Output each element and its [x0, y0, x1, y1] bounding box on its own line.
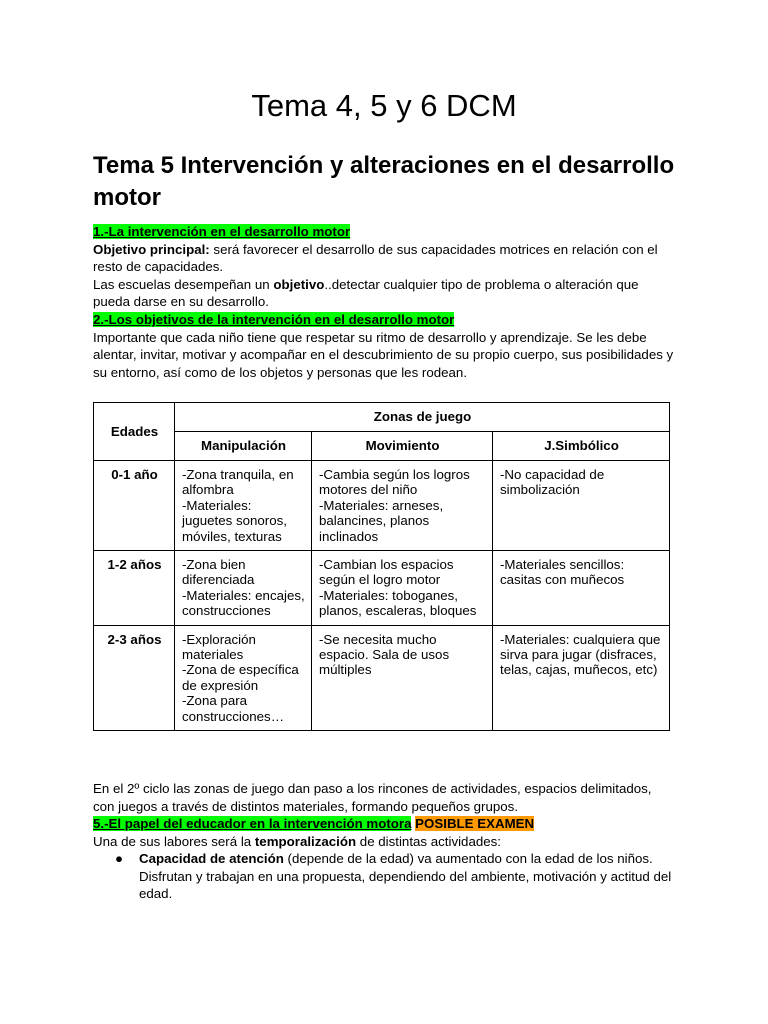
closing-block [93, 780, 675, 850]
labores-pre: Una de sus labores será la [93, 833, 255, 849]
age-cell: 1-2 años [94, 551, 175, 626]
cell-line: -Se necesita mucho espacio. Sala de usos múltiples [319, 631, 450, 678]
document-title: Tema 4, 5 y 6 DCM [251, 88, 517, 123]
cell-line: -Exploración materiales [182, 631, 256, 663]
header-zonas: Zonas de juego [175, 403, 670, 432]
age-cell: 2-3 años [94, 625, 175, 730]
cell-line: -No capacidad de simbolización [500, 467, 605, 498]
movimiento-cell [312, 551, 493, 626]
simbolico-cell [493, 625, 670, 730]
heading-educador-line [93, 815, 675, 833]
movimiento-cell [312, 461, 493, 551]
movimiento-cell [312, 625, 493, 730]
labores-bold: temporalización [254, 833, 357, 849]
cell-line: -Materiales: encajes, construcciones [182, 587, 305, 619]
labores-paragraph [93, 833, 675, 851]
cell-line: -Zona tranquila, en alfombra [182, 467, 294, 498]
heading-intervencion: 1.-La intervención en el desarrollo motor [93, 224, 351, 239]
cell-line: -Materiales: toboganes, planos, escaleras, bloques [319, 587, 477, 619]
cell-line: -Cambian los espacios según el logro motor [319, 557, 454, 588]
cell-line: -Materiales: juguetes sonoros, móviles, texturas [182, 497, 287, 544]
simbolico-cell [493, 551, 670, 626]
header-edades: Edades [94, 403, 175, 461]
cell-line: -Zona de específica de expresión [182, 662, 299, 693]
cell-line: -Zona para construcciones… [182, 693, 284, 724]
heading-educador: 5.-El papel del educador en la intervención motora [93, 816, 412, 832]
age-cell: 0-1 año [94, 461, 175, 551]
header-simbolico: J.Simbólico [493, 432, 670, 461]
cell-line: -Cambia según los logros motores del niño [319, 467, 470, 498]
bullet-icon: ● [115, 851, 124, 866]
segundo-ciclo-paragraph: En el 2º ciclo las zonas de juego dan paso a los rincones de actividades, espacios delimitados, con juegos a través de distintos materiales, formando pequeños grupos. [93, 781, 652, 814]
cell-line: -Zona bien diferenciada [182, 557, 255, 588]
table-row [94, 461, 670, 551]
heading-objetivos: 2.-Los objetivos de la intervención en el desarrollo motor [93, 311, 455, 327]
zonas-de-juego-table [93, 402, 670, 731]
escuelas-pre: Las escuelas desempeñan un [93, 276, 274, 292]
header-movimiento: Movimiento [312, 432, 493, 461]
cell-line: -Materiales: cualquiera que sirva para jugar (disfraces, telas, cajas, muñecos, etc) [500, 631, 661, 678]
objetivo-label: Objetivo principal: [93, 241, 210, 257]
bullet-text: (depende de la edad) va aumentado con la edad de los niños. Disfrutan y trabajan en una propuesta, dependiendo del ambiente, motivación y actitud del edad. [139, 851, 672, 902]
bullet-bold: Capacidad de atención [139, 851, 284, 866]
list-item [93, 850, 675, 903]
table-subheader-row [94, 432, 670, 461]
manipulacion-cell [175, 551, 312, 626]
labores-post: de distintas actividades: [356, 833, 501, 849]
section-title: Tema 5 Intervención y alteraciones en el desarrollo motor [93, 152, 675, 211]
manipulacion-cell [175, 625, 312, 730]
intro-block [93, 223, 675, 381]
table-header-row [94, 403, 670, 432]
objetivo-paragraph [93, 241, 675, 276]
objetivo-text: será favorecer el desarrollo de sus capacidades motrices en relación con el resto de capacidades. [93, 241, 658, 275]
escuelas-bold: objetivo [273, 276, 325, 292]
table-row [94, 551, 670, 626]
escuelas-post: ..detectar cualquier tipo de problema o alteración que pueda darse en su desarrollo. [93, 276, 639, 310]
cell-line: -Materiales sencillos: casitas con muñecos [500, 557, 625, 588]
table-row [94, 625, 670, 730]
cell-line: -Materiales: arneses, balancines, planos inclinados [319, 497, 444, 544]
objetivos-paragraph: Importante que cada niño tiene que respetar su ritmo de desarrollo y aprendizaje. Se les debe alentar, invitar, motivar y acompañar en el descubrimiento de su propio cuerpo, sus posibilidades y su entorno, así como de los objetos y personas que les rodean. [93, 329, 674, 380]
manipulacion-cell [175, 461, 312, 551]
bullet-list [93, 850, 675, 903]
header-manipulacion: Manipulación [175, 432, 312, 461]
escuelas-paragraph [93, 276, 675, 311]
simbolico-cell [493, 461, 670, 551]
posible-examen-badge: POSIBLE EXAMEN [415, 816, 535, 832]
